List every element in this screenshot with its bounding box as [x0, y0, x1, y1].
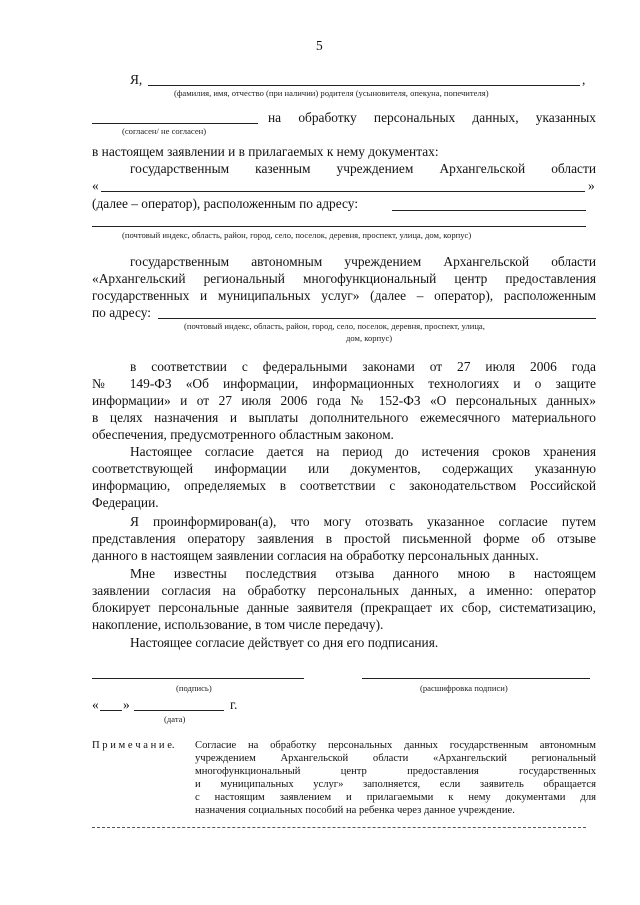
operator1-address-line2[interactable]: [92, 226, 586, 227]
consent-text: на обработку персональных данных, указанных: [268, 110, 596, 125]
note-line-5: с настоящим заявлением и прилагаемыми к нему документами для: [195, 792, 596, 803]
operator2-address-line[interactable]: [158, 318, 596, 319]
note-line-3: многофункциональный центр предоставления государственных: [195, 766, 596, 777]
operator1-line3: (далее – оператор), расположенным по адресу:: [92, 196, 359, 211]
ya-label: Я,: [130, 72, 143, 87]
paragraph-3-line-3: данного в настоящем заявлении согласия на обработку персональных данных.: [92, 548, 539, 563]
signature-line[interactable]: [92, 678, 304, 679]
date-open-quote: «: [92, 697, 99, 712]
operator1-line1: государственным казенным учреждением Архангельской области: [130, 161, 596, 176]
paragraph-2-line-1: Настоящее согласие дается на период до истечения сроков хранения: [130, 444, 596, 459]
name-comma: ,: [582, 72, 586, 87]
paragraph-2-line-2: соответствующей информации или документов, содержащих указанную: [92, 461, 596, 476]
signature-caption: (подпись): [176, 683, 212, 693]
paragraph-1-line-2: № 149-ФЗ «Об информации, информационных технологиях и о защите: [92, 376, 596, 391]
note-line-4: и муниципальных услуг» заполняется, если заявитель обращается: [195, 779, 596, 790]
date-month-line[interactable]: [134, 710, 224, 711]
decoding-caption: (расшифровка подписи): [420, 683, 508, 693]
operator1-quote-open: «: [92, 178, 99, 193]
paragraph-2-line-4: Федерации.: [92, 495, 159, 510]
paragraph-1-line-4: в целях назначения и выплаты дополнительного ежемесячного материального: [92, 410, 596, 425]
note-line-6: назначения социальных пособий на ребенка через данное учреждение.: [195, 805, 515, 816]
operator2-address-caption-2: дом, корпус): [346, 333, 393, 343]
decoding-line[interactable]: [362, 678, 590, 679]
paragraph-1-line-3: информации» и от 27 июля 2006 года № 152-ФЗ «О персональных данных»: [92, 393, 596, 408]
paragraph-4-line-2: заявлении согласия на обработку персональных данных, а именно: оператор: [92, 583, 596, 598]
agree-field-line[interactable]: [92, 123, 258, 124]
paragraph-4-line-4: накопление, использование, в том числе передачу).: [92, 617, 384, 632]
paragraph-1-line-1: в соответствии с федеральными законами от 27 июля 2006 года: [130, 359, 596, 374]
page-number: 5: [316, 38, 323, 53]
consent-line3: в настоящем заявлении и в прилагаемых к нему документах:: [92, 144, 439, 159]
paragraph-5-line-1: Настоящее согласие действует со дня его подписания.: [130, 635, 439, 650]
operator2-line2: «Архангельский региональный многофункциональный центр предоставления: [92, 271, 596, 286]
note-line-2: учреждением Архангельской области «Архангельский региональный: [195, 753, 596, 764]
note-label: П р и м е ч а н и е.: [92, 740, 175, 751]
date-caption: (дата): [164, 714, 186, 724]
operator2-address-label: по адресу:: [92, 305, 151, 320]
paragraph-3-line-2: представления оператору заявления в простой письменной форме об отзыве: [92, 531, 596, 546]
operator2-line3: государственных и муниципальных услуг» (далее – оператор), расположенным: [92, 288, 596, 303]
operator2-line1: государственным автономным учреждением Архангельской области: [130, 254, 596, 269]
operator2-address-caption-1: (почтовый индекс, область, район, город, село, поселок, деревня, проспект, улица,: [184, 321, 485, 331]
name-caption: (фамилия, имя, отчество (при наличии) родителя (усыновителя, опекуна, попечителя): [174, 88, 489, 98]
operator1-address-line1[interactable]: [392, 210, 586, 211]
agree-caption: (согласен/ не согласен): [122, 126, 207, 136]
paragraph-4-line-3: блокирует персональные данные заявителя (прекращает их сбор, систематизацию,: [92, 600, 596, 615]
date-day-line[interactable]: [100, 710, 122, 711]
paragraph-3-line-1: Я проинформирован(а), что могу отозвать указанное согласие путем: [130, 514, 596, 529]
paragraph-1-line-5: обеспечения, предусмотренного областным законом.: [92, 427, 394, 442]
bottom-rule: [92, 827, 586, 828]
name-field-line[interactable]: [148, 85, 580, 86]
operator1-name-line[interactable]: [101, 191, 585, 192]
note-line-1: Согласие на обработку персональных данных государственным автономным: [195, 740, 596, 751]
date-year-suffix: г.: [230, 697, 238, 712]
paragraph-4-line-1: Мне известны последствия отзыва данного мною в настоящем: [130, 566, 596, 581]
paragraph-2-line-3: информацию, определяемых в соответствии с законодательством Российской: [92, 478, 596, 493]
date-close-quote: »: [123, 697, 130, 712]
operator1-address-caption: (почтовый индекс, область, район, город, село, поселок, деревня, проспект, улица, дом, корпус): [122, 230, 472, 240]
operator1-quote-close: »: [588, 178, 595, 193]
